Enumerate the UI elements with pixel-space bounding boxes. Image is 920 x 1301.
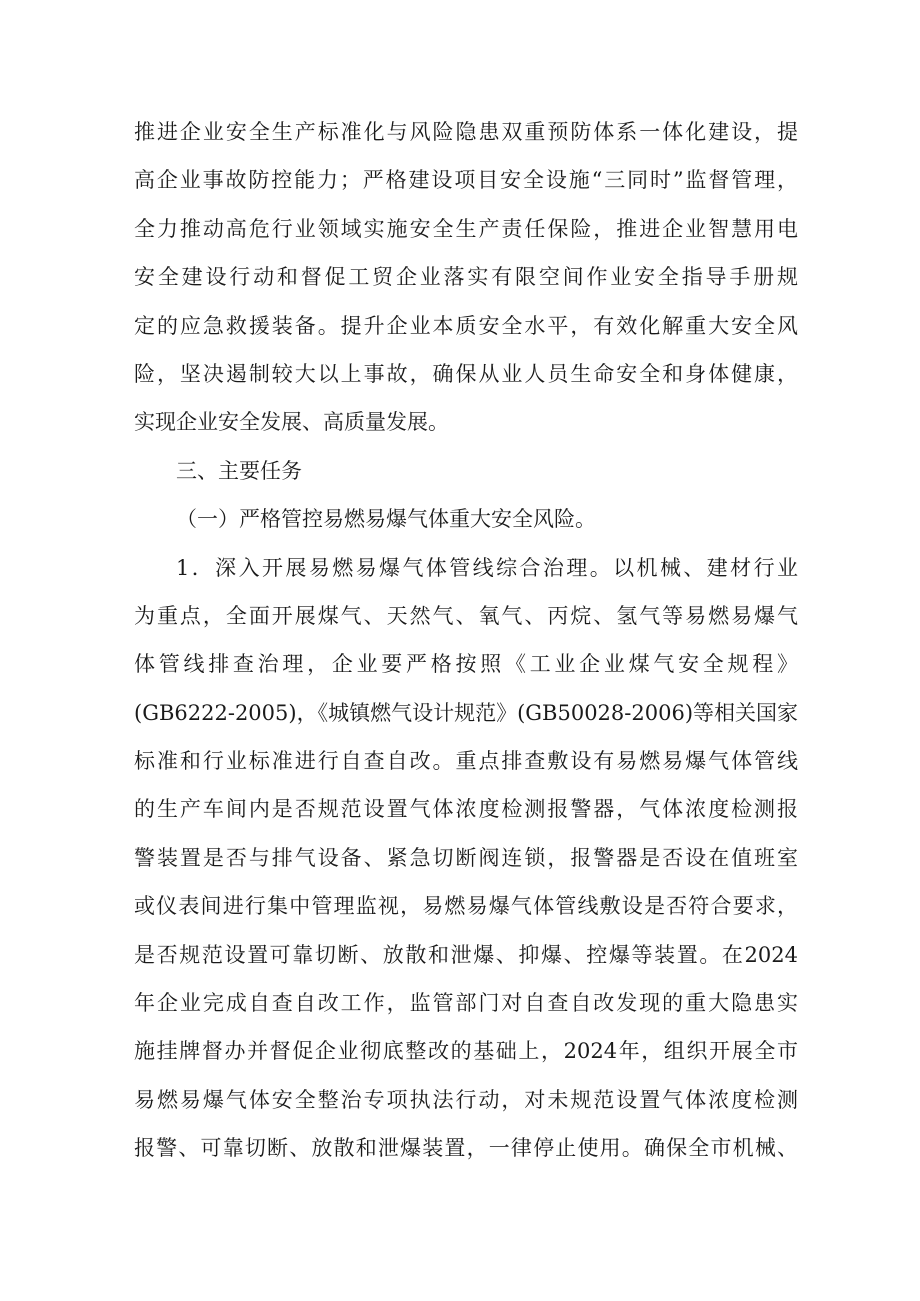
paragraph-line: 的生产车间内是否规范设置气体浓度检测报警器，气体浓度检测报 bbox=[134, 797, 798, 822]
paragraph-line: 定的应急救援装备。提升企业本质安全水平，有效化解重大安全风 bbox=[134, 313, 798, 338]
paragraph-line: 年企业完成自查自改工作，监管部门对自查自改发现的重大隐患实 bbox=[134, 991, 798, 1016]
document-body bbox=[134, 112, 798, 1177]
paragraph-line: 实现企业安全发展、高质量发展。 bbox=[134, 410, 449, 435]
paragraph-line: 推进企业安全生产标准化与风险隐患双重预防体系一体化建设，提 bbox=[134, 120, 798, 144]
subsection-heading: （一）严格管控易燃易爆气体重大安全风险。 bbox=[176, 507, 596, 532]
paragraph-line: 施挂牌督办并督促企业彻底整改的基础上，2024年，组织开展全市 bbox=[134, 1039, 798, 1064]
paragraph-line: 易燃易爆气体安全整治专项执法行动，对未规范设置气体浓度检测 bbox=[134, 1087, 798, 1112]
item-heading: 1．深入开展易燃易爆气体管线综合治理。以机械、建材行业 bbox=[176, 555, 798, 580]
paragraph-line: 体管线排查治理，企业要严格按照《工业企业煤气安全规程》 bbox=[134, 652, 798, 677]
paragraph-line: 是否规范设置可靠切断、放散和泄爆、抑爆、控爆等装置。在2024 bbox=[134, 942, 798, 967]
paragraph-line: 报警、可靠切断、放散和泄爆装置，一律停止使用。确保全市机械、 bbox=[134, 1136, 798, 1161]
paragraph-line: 警装置是否与排气设备、紧急切断阀连锁，报警器是否设在值班室 bbox=[134, 845, 798, 870]
paragraph-line: 全力推动高危行业领域实施安全生产责任保险，推进企业智慧用电 bbox=[134, 216, 798, 241]
paragraph-line: 高企业事故防控能力；严格建设项目安全设施“三同时”监督管理， bbox=[134, 168, 798, 193]
paragraph-line: 安全建设行动和督促工贸企业落实有限空间作业安全指导手册规 bbox=[134, 265, 798, 290]
paragraph-line: (GB6222-2005)，《城镇燃气设计规范》(GB50028-2006)等相关国家 bbox=[134, 700, 799, 725]
paragraph-line: 或仪表间进行集中管理监视，易燃易爆气体管线敷设是否符合要求， bbox=[134, 894, 798, 919]
paragraph-line: 险，坚决遏制较大以上事故，确保从业人员生命安全和身体健康， bbox=[134, 361, 798, 386]
paragraph-line: 为重点，全面开展煤气、天然气、氧气、丙烷、氢气等易燃易爆气 bbox=[134, 603, 798, 628]
paragraph-line: 标准和行业标准进行自查自改。重点排查敷设有易燃易爆气体管线 bbox=[134, 749, 798, 774]
section-heading: 三、主要任务 bbox=[176, 458, 302, 483]
